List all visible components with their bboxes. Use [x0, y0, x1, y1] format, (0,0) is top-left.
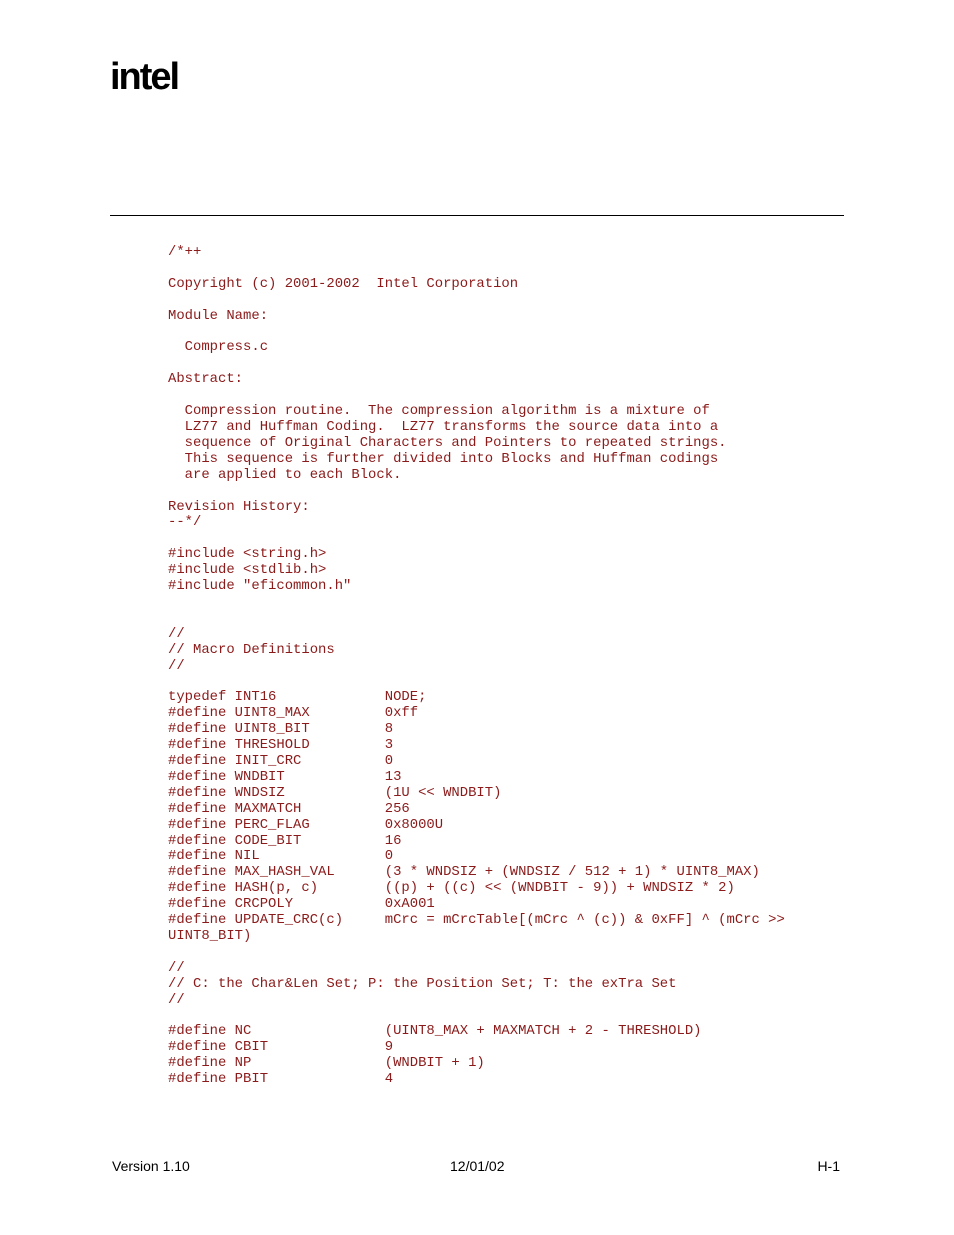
- intel-logo-text: intel: [110, 56, 179, 98]
- footer-page-number: H-1: [817, 1158, 840, 1174]
- footer-date: 12/01/02: [450, 1158, 505, 1174]
- intel-logo: [110, 56, 185, 104]
- footer-version: Version 1.10: [112, 1158, 190, 1174]
- header-divider: [110, 215, 844, 216]
- code-listing: /*++ Copyright (c) 2001-2002 Intel Corporation Module Name: Compress.c Abstract: Compression routine. The compression algorithm is a mixture of LZ77 and Huffman Coding. LZ77 transforms the source data into a sequence of Original Characters and Pointers to repeated strings. This sequence is further divided into Blocks and Huffman codings are applied to each Block. Revision History: --*/ #include <string.h> #include <stdlib.h> #include "eficommon.h" // // Macro Definitions // typedef INT16 NODE; #define UINT8_MAX 0xff #define UINT8_BIT 8 #define THRESHOLD 3 #define INIT_CRC 0 #define WNDBIT 13 #define WNDSIZ (1U << WNDBIT) #define MAXMATCH 256 #define PERC_FLAG 0x8000U #define CODE_BIT 16 #define NIL 0 #define MAX_HASH_VAL (3 * WNDSIZ + (WNDSIZ / 512 + 1) * UINT8_MAX) #define HASH(p, c) ((p) + ((c) << (WNDBIT - 9)) + WNDSIZ * 2) #define CRCPOLY 0xA001 #define UPDATE_CRC(c) mCrc = mCrcTable[(mCrc ^ (c)) & 0xFF] ^ (mCrc >> UINT8_BIT) // // C: the Char&Len Set; P: the Position Set; T: the exTra Set // #define NC (UINT8_MAX + MAXMATCH + 2 - THRESHOLD) #define CBIT 9 #define NP (WNDBIT + 1) #define PBIT 4: [168, 244, 785, 1088]
